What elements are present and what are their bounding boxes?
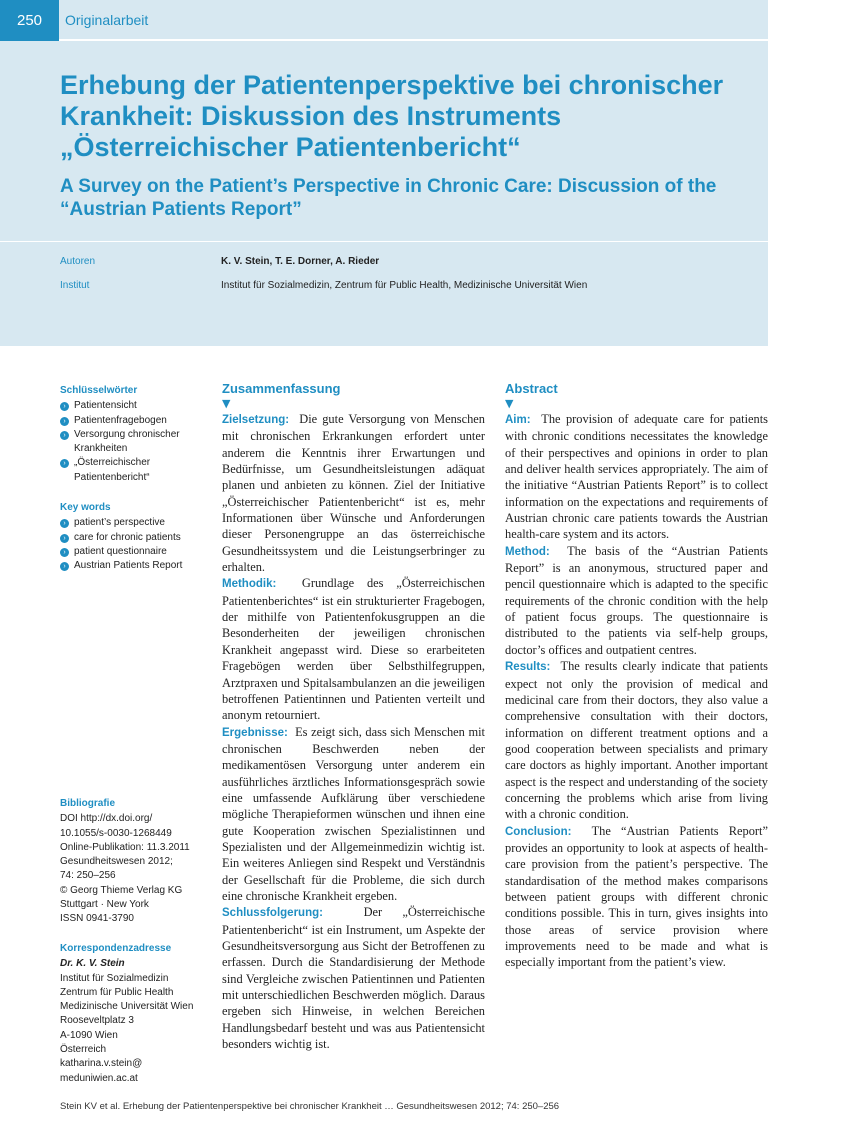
abstract-paragraph-text: The results clearly indicate that patients expect not only the provision of medical and medicinal care from their doctors, they also value a comprehensive consultation with their doctors, information on different treatment options and a good cooperation between specialists and primary care doctors as highly important. Another important aspect is the respect and understanding of the society concerning the problems which arise from living with a chronic condition. [505, 659, 768, 822]
keyword-de-item [60, 414, 210, 428]
abstract-subheading: Results: [505, 661, 551, 674]
abstract-paragraph-text: The provision of adequate care for patients with chronic conditions necessitates the knowledge of their perspectives and opinions in order to plan and deliver health services appropriately. The aim of the initiative “Austrian Patients Report” is to collect information on the expectations and requirements of Austrian chronic care patients towards the Austrian health-care system and its actors. [505, 412, 768, 542]
institute: Institut für Sozialmedizin, Zentrum für Public Health, Medizinische Universität Wien [221, 280, 588, 291]
summary-subheading: Zielsetzung: [222, 414, 290, 426]
correspondence-line: Österreich [60, 1044, 107, 1056]
keyword-en-item [60, 559, 210, 573]
keyword-de-item [60, 428, 210, 457]
bibliography-lines [60, 812, 210, 926]
bibliography-line: 74: 250–256 [60, 870, 116, 882]
summary-marker-icon: ▼ [222, 397, 231, 410]
keywords-en-block [60, 501, 210, 573]
abstract-paragraph [505, 823, 768, 971]
summary-paragraph [222, 411, 485, 575]
keywords-de-heading: Schlüsselwörter [60, 385, 138, 396]
summary-paragraph [222, 724, 485, 905]
page-footer: Stein KV et al. Erhebung der Patientenperspektive bei chronischer Krankheit … Gesundheitswesen 2012; 74: 250–256 [60, 1101, 560, 1112]
summary-paragraph-text: Grundlage des „Österreichischen Patientenberichtes“ ist ein strukturierter Fragebogen, der mithilfe von Patientenfokusgruppen an die Besonderheiten der jeweiligen chronischen Krankheit angepasst wird. Diese so erarbeiteten Fragebögen werden über Selbsthilfegruppen, Arztpraxen und Spitalsambulanzen an die jeweiligen betroffenen Patientinnen und Patienten verteilt und anonym retourniert. [222, 576, 485, 723]
bullet-arrow-icon: › [60, 519, 69, 528]
keywords-en-heading: Key words [60, 502, 111, 513]
title-english: A Survey on the Patient’s Perspective in Chronic Care: Discussion of the “Austrian Patients Report” [60, 176, 717, 220]
bibliography-line: © Georg Thieme Verlag KG [60, 884, 183, 896]
keyword-de-item [60, 456, 210, 485]
keyword-de-item-label: Patientensicht [74, 400, 137, 412]
keyword-de-item-label: Patientenfragebogen [74, 414, 167, 426]
page-number: 250 [0, 0, 59, 41]
keyword-de-item-label: „Österreichischer Patientenbericht“ [74, 457, 151, 483]
section-label: Originalarbeit [65, 12, 149, 28]
summary-subheading: Schlussfolgerung: [222, 907, 323, 920]
abstract-paragraph [505, 411, 768, 543]
bullet-arrow-icon: › [60, 534, 69, 543]
keyword-en-item-label: patient questionnaire [74, 545, 167, 557]
keyword-en-item [60, 516, 210, 530]
abstract-paragraph-text: The “Austrian Patients Report” provides an opportunity to look at aspects of health-care provision from the patient’s perspective. The standardisation of the method makes comparisons between patient groups with different chronic conditions possible. This in turn, gives insights into those areas of service provision where improvements need to be made and what is especially important from the patient’s view. [505, 823, 768, 970]
abstract-subheading: Conclusion: [505, 825, 572, 838]
abstract-paragraph [505, 543, 768, 658]
bibliography-line: ISSN 0941-3790 [60, 913, 134, 925]
bibliography-line: DOI http://dx.doi.org/ [60, 813, 153, 825]
bibliography-line: Online-Publikation: 11.3.2011 [60, 841, 190, 853]
summary-heading: Zusammenfassung [222, 381, 341, 396]
summary-body [222, 411, 485, 1052]
correspondence-block [60, 942, 210, 1086]
abstract-marker-icon: ▼ [505, 397, 514, 410]
keyword-de-item-label: Versorgung chronischer Krankheiten [74, 428, 180, 455]
abstract-heading: Abstract [505, 381, 558, 396]
bullet-arrow-icon: › [60, 548, 69, 557]
summary-paragraph-text: Es zeigt sich, dass sich Menschen mit chronischen Beschwerden neben der medikamentösen Versorgung unter anderem ein ausführliches ärztliches Informationsgespräch sowie eine umfassende Aufklärung über verschiedene mögliche Therapieformen wünschen und ihnen eine gute Kooperation zwischen Spezialistinnen und Spezialisten und der Allgemeinmedizin wichtig ist. Ein weiteres Anliegen sind Respekt und Verständnis der Gesellschaft für die Probleme, die sich durch eine chronische Krankheit ergeben. [222, 724, 486, 903]
keywords-en-list [60, 516, 210, 573]
summary-column [222, 381, 485, 1052]
bullet-arrow-icon: › [60, 459, 69, 468]
keyword-en-item-label: Austrian Patients Report [74, 560, 183, 572]
abstract-paragraph-text: The basis of the “Austrian Patients Report” is an anonymous, structured paper and pencil questionnaire which is adapted to the specific requirements of the chronic condition with the help of patient focus groups. The questionnaire is distributed to the patients via self-help groups, doctor’s offices and outpatient centres. [505, 543, 768, 657]
summary-subheading: Ergebnisse: [222, 726, 288, 739]
keyword-en-item [60, 531, 210, 545]
keywords-de-block [60, 384, 210, 485]
summary-paragraph-text: Der „Österreichische Patientenbericht“ ist ein Instrument, um Aspekte der Gesundheitsversorgung aus Sicht der Betroffenen zu erfassen. Durch die Standardisierung der Methode sind Vergleiche zwischen Patientinnen und Patienten mit unterschiedlichen Beschwerden möglich. Daraus ergeben sich Hinweise, in welchen Bereichen Handlungsbedarf besteht und was aus Patientensicht besonders wichtig ist. [222, 905, 485, 1052]
summary-paragraph-text: Die gute Versorgung von Menschen mit chronischen Erkrankungen erfordert unter anderem die Kenntnis ihrer Erwartungen und Bedürfnisse, um Gesundheitsleistungen adäquat planen und anbieten zu können. Ziel der Initiative „Österreichischer Patientenbericht“ ist es, mehr Informationen über Wünsche und Anforderungen dieser Personengruppe an das österreichische Gesundheitssystem und die Leistungserbringer zu erhalten. [222, 412, 485, 575]
correspondence-line: A-1090 Wien [60, 1029, 118, 1041]
abstract-subheading: Aim: [505, 414, 531, 426]
bullet-arrow-icon: › [60, 431, 69, 440]
bibliography-block [60, 797, 210, 927]
correspondence-line: Medizinische Universität Wien [60, 1001, 194, 1013]
correspondence-lines [60, 972, 210, 1086]
bullet-arrow-icon: › [60, 417, 69, 426]
authors: K. V. Stein, T. E. Dorner, A. Rieder [221, 256, 380, 267]
keyword-en-item-label: patient’s perspective [74, 517, 165, 529]
bibliography-line: Stuttgart · New York [60, 899, 149, 911]
institute-label: Institut [60, 280, 90, 291]
abstract-paragraph [505, 658, 768, 822]
title-divider [0, 241, 768, 242]
keywords-de-list [60, 399, 210, 485]
summary-subheading: Methodik: [222, 578, 277, 591]
header-rule [59, 39, 768, 41]
correspondence-line: Zentrum für Public Health [60, 986, 174, 998]
abstract-body [505, 411, 768, 971]
correspondence-name: Dr. K. V. Stein [60, 958, 125, 970]
bullet-arrow-icon: › [60, 562, 69, 571]
correspondence-line: katharina.v.stein@ [60, 1058, 143, 1070]
summary-paragraph [222, 575, 485, 723]
authors-label: Autoren [60, 256, 96, 267]
bibliography-line: Gesundheitswesen 2012; [60, 856, 173, 868]
correspondence-line: Rooseveltplatz 3 [60, 1015, 134, 1027]
keyword-en-item [60, 545, 210, 559]
bibliography-line: 10.1055/s-0030-1268449 [60, 827, 172, 839]
keyword-en-item-label: care for chronic patients [74, 531, 181, 543]
correspondence-line: Institut für Sozialmedizin [60, 972, 169, 984]
header-band [0, 0, 768, 346]
abstract-subheading: Method: [505, 545, 550, 558]
bibliography-heading: Bibliografie [60, 798, 116, 809]
correspondence-heading: Korrespondenzadresse [60, 943, 172, 954]
summary-paragraph [222, 904, 485, 1052]
correspondence-line: meduniwien.ac.at [60, 1072, 138, 1084]
abstract-column [505, 381, 768, 971]
keyword-de-item [60, 399, 210, 413]
title-german: Erhebung der Patientenperspektive bei chronischer Krankheit: Diskussion des Instruments „Österreichischer Patientenbericht“ [60, 70, 724, 162]
bullet-arrow-icon: › [60, 402, 69, 411]
running-header [0, 0, 768, 41]
